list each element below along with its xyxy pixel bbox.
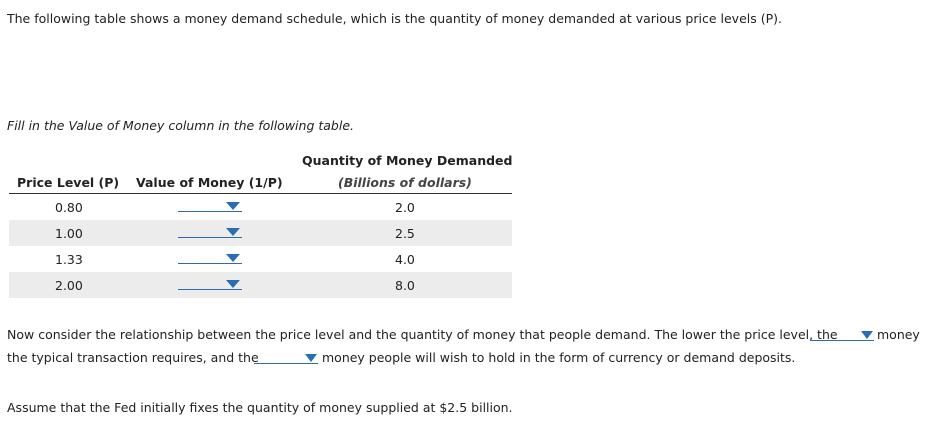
price-cell: 1.33 — [55, 252, 83, 267]
paragraph-line2: the typical transaction requires, and the — [7, 350, 259, 365]
header-price-level: Price Level (P) — [17, 175, 120, 190]
price-cell: 0.80 — [55, 200, 83, 215]
paragraph-line1-suffix: money — [877, 327, 920, 342]
header-quantity: Quantity of Money Demanded — [302, 153, 513, 168]
chevron-down-icon — [226, 228, 240, 236]
price-cell: 2.00 — [55, 278, 83, 293]
chevron-down-icon — [226, 254, 240, 262]
transaction-money-dropdown[interactable] — [810, 327, 874, 341]
table-row — [9, 194, 512, 220]
table-row — [9, 220, 512, 246]
quantity-cell: 2.0 — [395, 200, 415, 215]
paragraph-line1: Now consider the relationship between the price level and the quantity of money that people demand. The lower the price level, the — [7, 327, 838, 342]
value-of-money-dropdown[interactable] — [178, 250, 242, 264]
chevron-down-icon — [861, 331, 873, 339]
table-row — [9, 246, 512, 272]
chevron-down-icon — [226, 280, 240, 288]
instruction-text: Fill in the Value of Money column in the following table. — [7, 118, 354, 133]
assumption-text: Assume that the Fed initially fixes the quantity of money supplied at $2.5 billion. — [7, 400, 513, 415]
value-of-money-dropdown[interactable] — [178, 224, 242, 238]
table-row — [9, 272, 512, 298]
quantity-cell: 8.0 — [395, 278, 415, 293]
header-quantity-units: (Billions of dollars) — [338, 175, 472, 190]
header-value-of-money: Value of Money (1/P) — [136, 175, 283, 190]
paragraph-line2-suffix: money people will wish to hold in the form of currency or demand deposits. — [322, 350, 796, 365]
chevron-down-icon — [226, 202, 240, 210]
value-of-money-dropdown[interactable] — [178, 198, 242, 212]
chevron-down-icon — [305, 354, 317, 362]
price-cell: 1.00 — [55, 226, 83, 241]
intro-text: The following table shows a money demand schedule, which is the quantity of money demanded at various price levels (P). — [7, 11, 782, 26]
quantity-cell: 4.0 — [395, 252, 415, 267]
quantity-cell: 2.5 — [395, 226, 415, 241]
money-holding-dropdown[interactable] — [254, 350, 318, 364]
value-of-money-dropdown[interactable] — [178, 276, 242, 290]
